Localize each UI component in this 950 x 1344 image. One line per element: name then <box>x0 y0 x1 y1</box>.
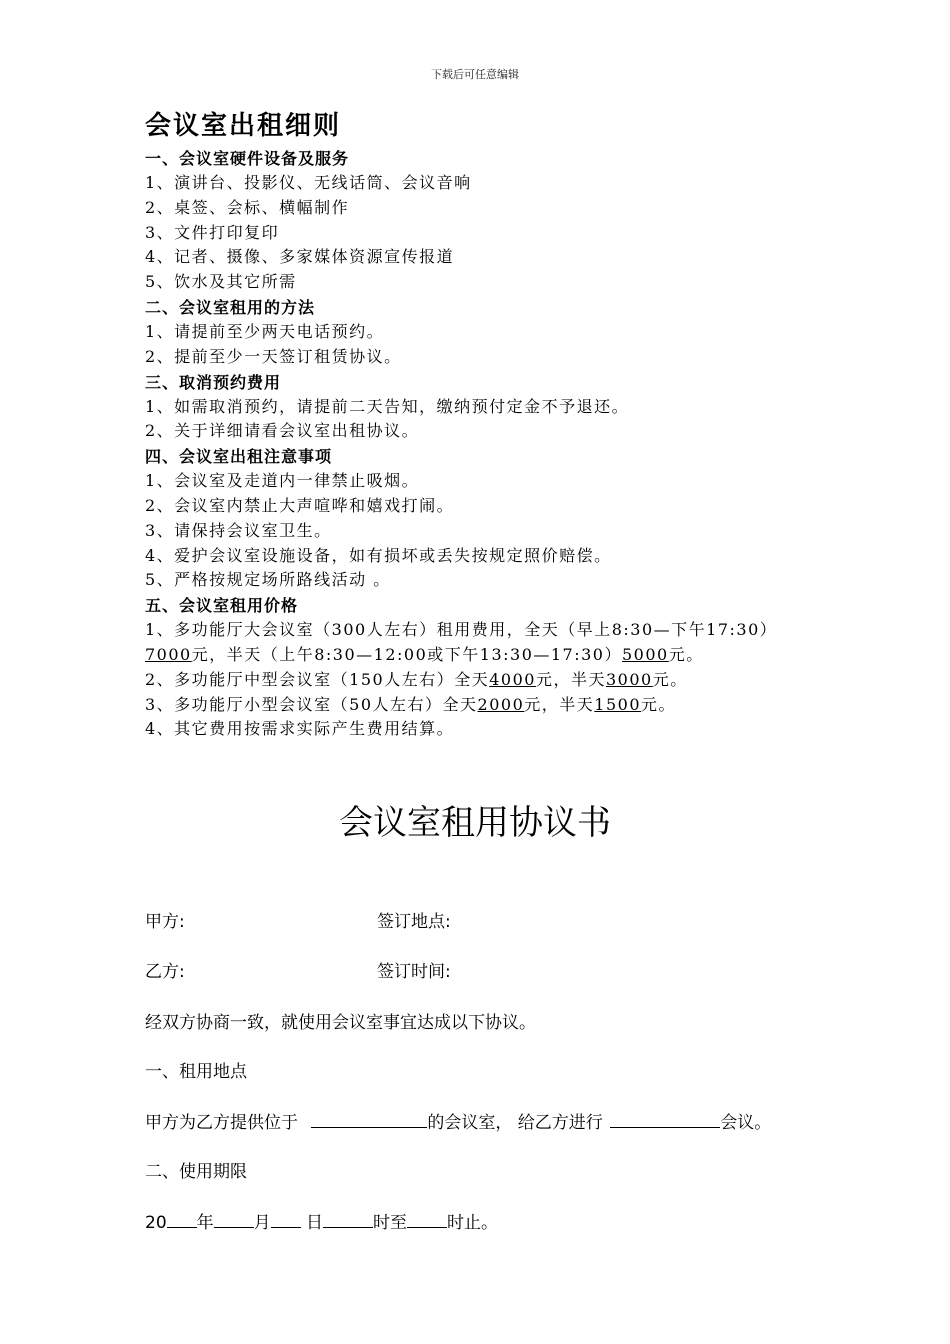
list-item: 4、记者、摄像、多家媒体资源宣传报道 <box>145 247 455 267</box>
month-blank <box>214 1210 254 1228</box>
price-value: 4000 <box>489 669 536 689</box>
price-item-small <box>145 693 825 718</box>
price-text: 元。 <box>668 644 704 664</box>
list-item: 4、爱护会议室设施设备，如有损坏或丢失按规定照价赔偿。 <box>145 545 612 565</box>
list-item: 2、关于详细请看会议室出租协议。 <box>145 421 420 441</box>
agreement-intro: 经双方协商一致，就使用会议室事宜达成以下协议。 <box>145 1013 536 1033</box>
price-value: 7000 <box>145 644 192 664</box>
meeting-type-blank <box>610 1110 720 1128</box>
hour-to-blank <box>407 1210 447 1228</box>
price-text: 元，半天（上午8:30—12:00或下午13:30—17:30） <box>191 644 622 664</box>
date-row <box>145 1210 845 1235</box>
list-item: 5、严格按规定场所路线活动 。 <box>145 570 391 590</box>
party-a-label: 甲方: <box>145 912 185 932</box>
agreement-title: 会议室租用协议书 <box>339 803 611 843</box>
section-equipment <box>145 146 825 295</box>
location-text: 会议。 <box>720 1113 772 1133</box>
price-text: 元。 <box>652 669 688 689</box>
location-blank <box>311 1110 427 1128</box>
section-heading-location: 一、租用地点 <box>145 1062 247 1082</box>
section-heading: 四、会议室出租注意事项 <box>145 447 333 467</box>
rules-section <box>145 106 825 742</box>
location-row <box>145 1110 845 1135</box>
price-text: 2、多功能厅中型会议室（150人左右）全天 <box>145 669 490 689</box>
party-b-row <box>145 960 845 984</box>
section-price <box>145 593 825 742</box>
date-text: 年 <box>196 1213 214 1233</box>
sign-time-label: 签订时间: <box>377 962 451 982</box>
section-notes <box>145 444 825 593</box>
price-text: 1、多功能厅大会议室（300人左右）租用费用，全天（早上8:30—下午17:30） <box>145 620 778 640</box>
rules-title: 会议室出租细则 <box>145 111 342 141</box>
date-text: 时止。 <box>447 1213 499 1233</box>
day-blank <box>271 1210 301 1228</box>
section-method <box>145 295 825 370</box>
price-text: 3、多功能厅小型会议室（50人左右）全天 <box>145 694 478 714</box>
list-item: 2、会议室内禁止大声喧哗和嬉戏打闹。 <box>145 495 455 515</box>
section-heading: 三、取消预约费用 <box>145 372 282 392</box>
price-item-other: 4、其它费用按需求实际产生费用结算。 <box>145 719 455 739</box>
list-item: 3、请保持会议室卫生。 <box>145 520 332 540</box>
list-item: 1、会议室及走道内一律禁止吸烟。 <box>145 471 420 491</box>
section-heading: 二、会议室租用的方法 <box>145 297 316 317</box>
price-value: 1500 <box>594 694 641 714</box>
year-blank <box>167 1210 197 1228</box>
price-value: 2000 <box>477 694 525 714</box>
header-note: 下载后可任意编辑 <box>431 68 519 81</box>
hour-from-blank <box>323 1210 373 1228</box>
list-item: 5、饮水及其它所需 <box>145 272 297 292</box>
section-heading: 五、会议室租用价格 <box>145 596 299 616</box>
sign-place-label: 签订地点: <box>377 912 451 932</box>
party-b-label: 乙方: <box>145 962 185 982</box>
list-item: 2、桌签、会标、横幅制作 <box>145 197 350 217</box>
price-item-medium <box>145 668 825 693</box>
party-a-row <box>145 910 845 934</box>
price-text: 元，半天 <box>535 669 606 689</box>
location-text: 甲方为乙方提供位于 <box>145 1113 298 1133</box>
list-item: 3、文件打印复印 <box>145 222 280 242</box>
price-text: 元，半天 <box>524 694 595 714</box>
list-item: 1、请提前至少两天电话预约。 <box>145 321 385 341</box>
date-text: 时至 <box>373 1213 408 1233</box>
price-value: 3000 <box>605 669 653 689</box>
location-text: 的会议室， 给乙方进行 <box>427 1113 603 1133</box>
list-item: 1、演讲台、投影仪、无线话筒、会议音响 <box>145 173 472 192</box>
section-heading-period: 二、使用期限 <box>145 1162 247 1182</box>
price-value: 5000 <box>621 644 669 664</box>
section-cancel <box>145 370 825 445</box>
price-item-large <box>145 618 825 668</box>
section-heading: 一、会议室硬件设备及服务 <box>145 149 350 168</box>
price-text: 元。 <box>641 694 677 714</box>
date-text: 日 <box>306 1213 324 1233</box>
list-item: 1、如需取消预约，请提前二天告知，缴纳预付定金不予退还。 <box>145 396 630 416</box>
list-item: 2、提前至少一天签订租赁协议。 <box>145 346 402 366</box>
date-text: 20 <box>145 1213 167 1233</box>
date-text: 月 <box>253 1213 271 1233</box>
